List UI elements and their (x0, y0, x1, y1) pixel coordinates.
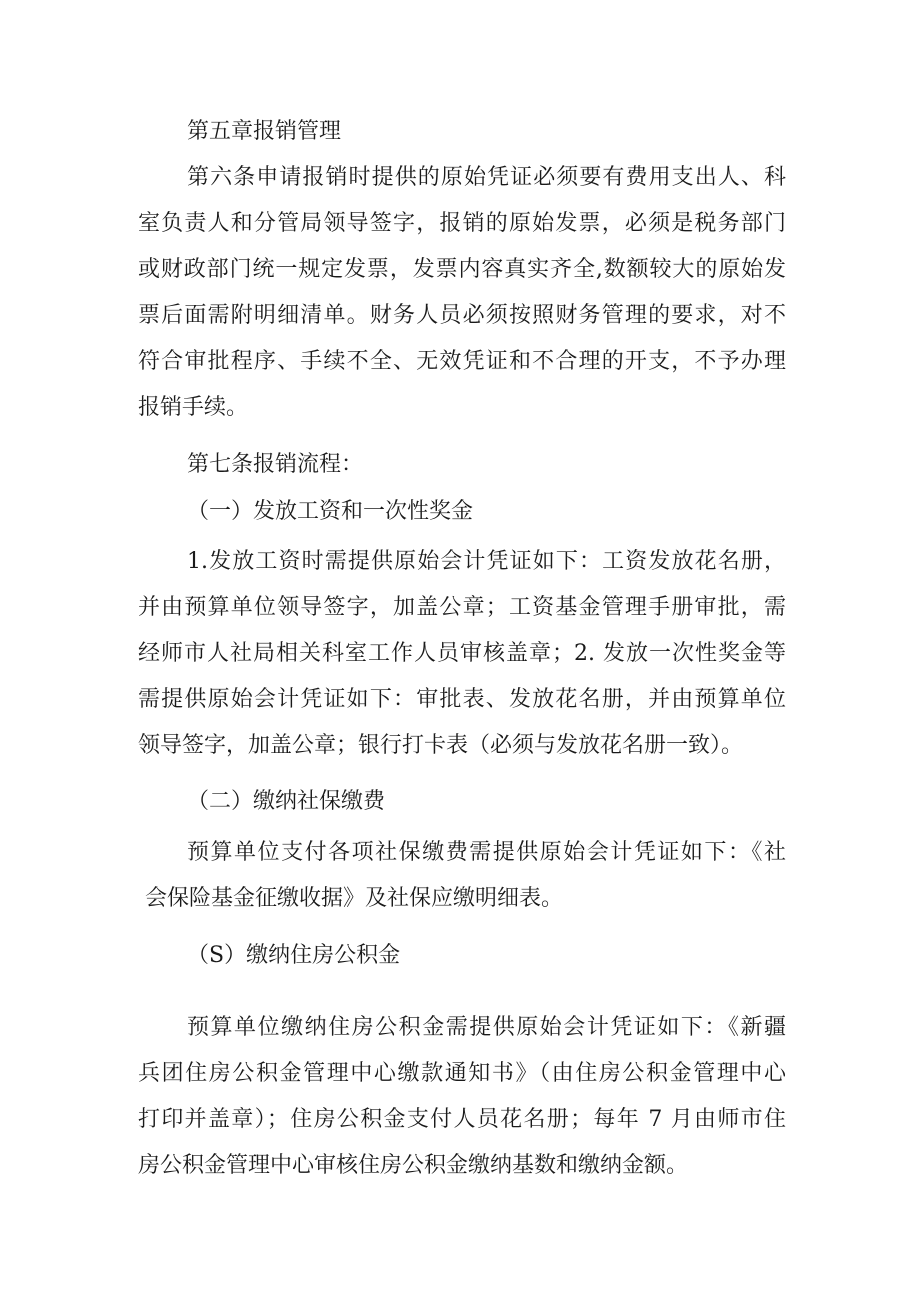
article6-line-1: 第六条申请报销时提供的原始凭证必须要有费用支出人、科 (187, 165, 786, 190)
section2-heading: （二）缴纳社保缴费 (187, 789, 386, 814)
section1-line-1: 1.发放工资时需提供原始会计凭证如下：工资发放花名册， (187, 549, 786, 574)
article6-line-2: 室负责人和分管局领导签字，报销的原始发票，必须是税务部门 (138, 211, 786, 236)
section1-heading: （一）发放工资和一次性奖金 (187, 499, 474, 524)
section1-line-4: 需提供原始会计凭证如下：审批表、发放花名册，并由预算单位 (138, 687, 786, 712)
article6-line-3: 或财政部门统一规定发票，发票内容真实齐全,数额较大的原始发 (138, 257, 786, 282)
section1-line-3: 经师市人社局相关科室工作人员审核盖章；2. 发放一次性奖金等 (138, 641, 786, 666)
section1-line-5: 领导签字，加盖公章；银行打卡表（必须与发放花名册一致）。 (138, 733, 744, 758)
article6-line-5: 符合审批程序、手续不全、无效凭证和不合理的开支，不予办理 (138, 349, 786, 374)
section3-line-1: 预算单位缴纳住房公积金需提供原始会计凭证如下：《新疆 (187, 1015, 786, 1040)
section2-line-2: 会保险基金征缴收据》及社保应缴明细表。 (145, 886, 564, 911)
section1-line-2: 并由预算单位领导签字，加盖公章；工资基金管理手册审批，需 (138, 595, 786, 620)
section3-heading: （S）缴纳住房公积金 (187, 943, 401, 968)
section3-line-4: 房公积金管理中心审核住房公积金缴纳基数和缴纳金额。 (138, 1153, 689, 1178)
section2-line-1: 预算单位支付各项社保缴费需提供原始会计凭证如下：《社 (187, 840, 786, 865)
section3-line-3: 打印并盖章）；住房公积金支付人员花名册；每年 7 月由师市住 (138, 1107, 786, 1132)
article7-title: 第七条报销流程： (187, 452, 364, 477)
article6-line-6: 报销手续。 (138, 395, 249, 420)
section3-line-2: 兵团住房公积金管理中心缴款通知书》（由住房公积金管理中心 (138, 1061, 786, 1086)
chapter-title: 第五章报销管理 (187, 119, 342, 144)
article6-line-4: 票后面需附明细清单。财务人员必须按照财务管理的要求，对不 (138, 303, 786, 328)
